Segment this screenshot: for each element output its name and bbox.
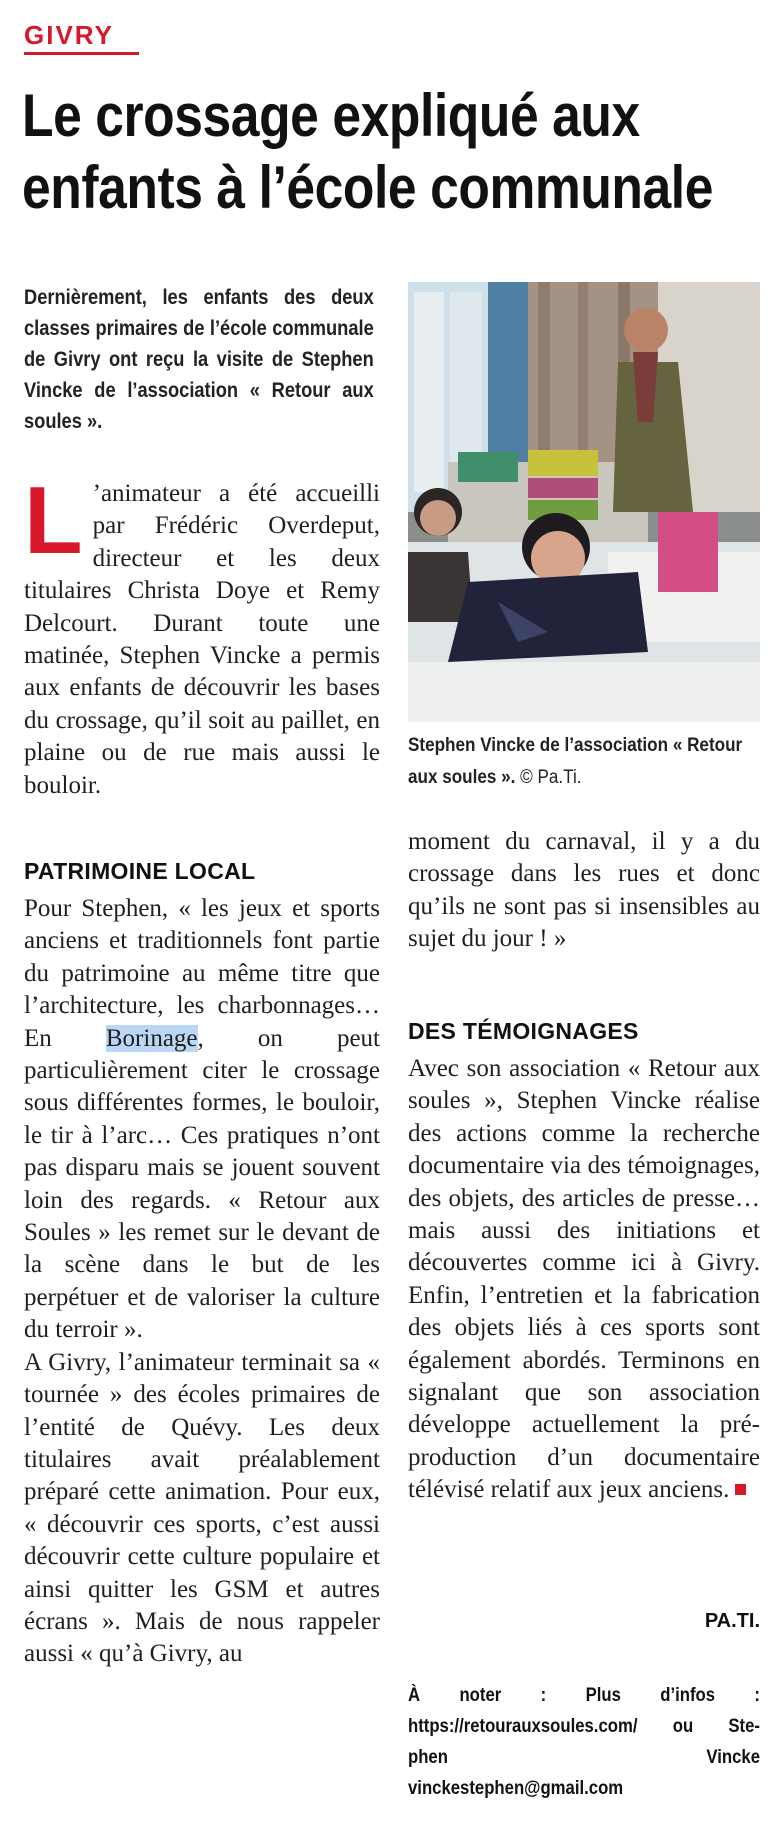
note-line-2: https://retourauxsoules.com/ ou Ste- xyxy=(408,1716,760,1737)
photo-credit: © Pa.Ti. xyxy=(520,767,582,788)
paragraph-4 xyxy=(408,1053,760,1507)
section-rule xyxy=(24,52,139,55)
note-line-3: phen Vincke xyxy=(408,1747,760,1768)
body-column-2-bottom xyxy=(408,1053,760,1507)
paragraph-3: A Givry, l’animateur terminait sa « tournée » des écoles primaires de l’entité de Quévy. Les deux titulaires avait préalablement préparé cette animation. Pour eux, « découvrir ces sports, c’est aussi découvrir cette culture populaire et ainsi quitter les GSM et autres écrans ». Mais de nous rappeler aussi « qu’à Givry, au xyxy=(24,1348,380,1668)
body-column-2-top xyxy=(408,826,760,956)
intro-text: Dernièrement, les enfants des deux classes primaires de l’école communale de Givry ont reçu la visite de Stephen Vincke de l’association « Retour aux soules ». xyxy=(24,286,374,433)
author-signature: PA.TI. xyxy=(704,1610,760,1632)
highlighted-word: Borinage xyxy=(105,1024,198,1052)
caption-text: Stephen Vincke de l’association « Retour aux soules ». xyxy=(408,735,743,788)
paragraph-1-text: ’animateur a été accueilli par Frédéric Overdeput, directeur et les deux titulaires Christa Doye et Remy Delcourt. Durant toute une matinée, Stephen Vincke a permis aux enfants de découvrir les bases du crossage, qu’il soit au paillet, en plaine ou de rue mais aussi le bouloir. xyxy=(24,480,380,799)
article-photo xyxy=(408,282,760,722)
paragraph-2-start: Pour Stephen, « les jeux et sports anciens et traditionnels font partie du patrimoine au même titre que l’architecture, les charbonnages… En xyxy=(24,895,380,1052)
classroom-photo-illustration xyxy=(408,282,760,722)
drop-cap: L xyxy=(24,467,83,574)
headline-line-1: Le crossage expliqué aux xyxy=(22,82,640,149)
end-mark-icon xyxy=(735,1484,746,1495)
paragraph-1 xyxy=(24,467,380,802)
subhead-des-temoignages: DES TÉMOIGNAGES xyxy=(408,1018,639,1044)
paragraph-3-continued: moment du carnaval, il y a du crossage dans les rues et donc qu’ils ne sont pas si insensibles au sujet du jour ! » xyxy=(408,828,760,953)
note-line-1: À noter : Plus d’infos : xyxy=(408,1685,760,1706)
section-tag: GIVRY xyxy=(24,20,114,50)
headline xyxy=(22,80,713,224)
intro-lead xyxy=(24,282,374,437)
paragraph-2 xyxy=(24,893,380,1347)
paragraph-4-text: Avec son association « Retour aux soules », Stephen Vincke réalise des actions comme la recherche documentaire via des témoignages, des objets, des articles de presse… mais aussi des initiations et découvertes comme ici à Givry. Enfin, l’entretien et la fabrication des objets liés à ces sports sont également abordés. Terminons en signalant que son association développe actuellement la pré-production d’un documentaire télévisé relatif aux jeux anciens. xyxy=(408,1055,760,1504)
body-column-1-bottom xyxy=(24,893,380,1671)
headline-line-2: enfants à l’école communale xyxy=(22,154,713,221)
paragraph-2-end: , on peut particulièrement citer le crossage sous différentes formes, le bouloir, le tir à l’arc… Ces pratiques n’ont pas disparu mais se jouent souvent loin des regards. « Retour aux Soules » les remet sur le devant de la scène dans le but de les perpétuer et de valoriser la culture du terroir ». xyxy=(24,1024,380,1344)
info-note xyxy=(408,1680,760,1804)
subhead-patrimoine-local: PATRIMOINE LOCAL xyxy=(24,858,256,884)
photo-caption xyxy=(408,730,743,794)
note-line-4: vinckestephen@gmail.com xyxy=(408,1778,624,1799)
body-column-1-top xyxy=(24,467,380,802)
